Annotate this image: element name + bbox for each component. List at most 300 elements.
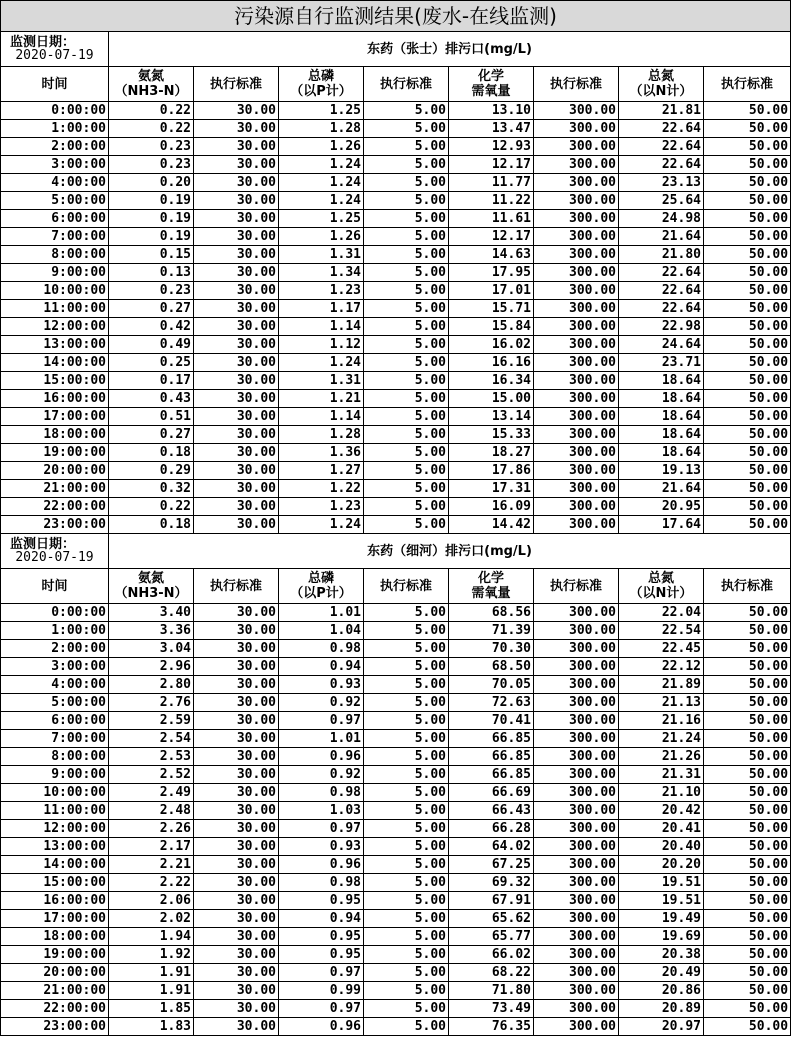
table-cell: 21:00:00 — [1, 982, 109, 1000]
table-cell: 2.21 — [109, 856, 194, 874]
table-cell: 0.97 — [279, 1000, 364, 1018]
table-cell: 0.29 — [109, 462, 194, 480]
table-cell: 8:00:00 — [1, 246, 109, 264]
table-cell: 300.00 — [534, 712, 619, 730]
table-cell: 50.00 — [704, 676, 791, 694]
table-cell: 18:00:00 — [1, 426, 109, 444]
table-cell: 30.00 — [194, 784, 279, 802]
column-header — [109, 67, 194, 102]
table-cell: 300.00 — [534, 730, 619, 748]
table-cell: 65.62 — [449, 910, 534, 928]
table-cell: 22:00:00 — [1, 498, 109, 516]
table-cell: 19.51 — [619, 892, 704, 910]
table-cell: 23:00:00 — [1, 516, 109, 534]
table-cell: 300.00 — [534, 156, 619, 174]
table-cell: 5.00 — [364, 192, 449, 210]
table-cell: 21.26 — [619, 748, 704, 766]
table-cell: 2.02 — [109, 910, 194, 928]
table-cell: 1:00:00 — [1, 622, 109, 640]
table-cell: 0.23 — [109, 138, 194, 156]
table-cell: 13.14 — [449, 408, 534, 426]
table-cell: 5.00 — [364, 694, 449, 712]
table-cell: 300.00 — [534, 784, 619, 802]
table-cell: 30.00 — [194, 874, 279, 892]
table-cell: 2.26 — [109, 820, 194, 838]
column-header — [279, 569, 364, 604]
table-cell: 50.00 — [704, 498, 791, 516]
table-cell: 0.94 — [279, 910, 364, 928]
table-cell: 5.00 — [364, 156, 449, 174]
table-cell: 68.50 — [449, 658, 534, 676]
table-cell: 30.00 — [194, 462, 279, 480]
table-cell: 22.12 — [619, 658, 704, 676]
table-cell: 50.00 — [704, 694, 791, 712]
table-cell: 30.00 — [194, 1000, 279, 1018]
table-cell: 0.94 — [279, 658, 364, 676]
table-cell: 50.00 — [704, 622, 791, 640]
table-cell: 0.42 — [109, 318, 194, 336]
table-cell: 300.00 — [534, 838, 619, 856]
table-cell: 50.00 — [704, 156, 791, 174]
column-header-text: 总磷 — [307, 571, 334, 586]
column-header-text: 化学 — [477, 69, 504, 84]
table-cell: 20.89 — [619, 1000, 704, 1018]
table-row — [1, 694, 791, 712]
table-row — [1, 174, 791, 192]
table-cell: 5.00 — [364, 658, 449, 676]
table-cell: 1.28 — [279, 120, 364, 138]
table-cell: 19.69 — [619, 928, 704, 946]
table-cell: 21.81 — [619, 102, 704, 120]
table-cell: 70.05 — [449, 676, 534, 694]
table-cell: 0.95 — [279, 892, 364, 910]
table-cell: 1:00:00 — [1, 120, 109, 138]
table-cell: 16.02 — [449, 336, 534, 354]
table-cell: 30.00 — [194, 730, 279, 748]
table-cell: 30.00 — [194, 282, 279, 300]
table-cell: 20.20 — [619, 856, 704, 874]
column-header-text: 时间 — [41, 76, 68, 92]
table-cell: 1.24 — [279, 156, 364, 174]
table-row — [1, 766, 791, 784]
table-cell: 300.00 — [534, 174, 619, 192]
table-cell: 70.41 — [449, 712, 534, 730]
table-cell: 300.00 — [534, 604, 619, 622]
monitoring-date-label: 监测日期： — [10, 35, 76, 50]
table-cell: 1.03 — [279, 802, 364, 820]
table-cell: 5.00 — [364, 372, 449, 390]
table-cell: 30.00 — [194, 622, 279, 640]
table-row — [1, 516, 791, 534]
table-cell: 19:00:00 — [1, 946, 109, 964]
table-cell: 5.00 — [364, 748, 449, 766]
table-cell: 71.39 — [449, 622, 534, 640]
table-cell: 1.28 — [279, 426, 364, 444]
table-cell: 300.00 — [534, 408, 619, 426]
table-cell: 3.40 — [109, 604, 194, 622]
table-cell: 1.01 — [279, 604, 364, 622]
table-cell: 11:00:00 — [1, 300, 109, 318]
table-cell: 17.95 — [449, 264, 534, 282]
table-cell: 20.86 — [619, 982, 704, 1000]
table-cell: 4:00:00 — [1, 174, 109, 192]
table-row — [1, 372, 791, 390]
table-cell: 50.00 — [704, 712, 791, 730]
table-cell: 20.38 — [619, 946, 704, 964]
table-row — [1, 982, 791, 1000]
column-header-text: 化学 — [477, 571, 504, 586]
table-cell: 6:00:00 — [1, 210, 109, 228]
table-cell: 18.64 — [619, 372, 704, 390]
table-cell: 5.00 — [364, 516, 449, 534]
table-cell: 1.24 — [279, 516, 364, 534]
table-cell: 5.00 — [364, 228, 449, 246]
table-cell: 21.64 — [619, 228, 704, 246]
table-cell: 300.00 — [534, 444, 619, 462]
table-cell: 1.26 — [279, 228, 364, 246]
column-header-text: 执行标准 — [549, 76, 602, 92]
table-cell: 300.00 — [534, 138, 619, 156]
table-cell: 0.98 — [279, 640, 364, 658]
table-cell: 24.98 — [619, 210, 704, 228]
table-cell: 50.00 — [704, 856, 791, 874]
table-cell: 50.00 — [704, 318, 791, 336]
table-cell: 4:00:00 — [1, 676, 109, 694]
table-cell: 50.00 — [704, 1000, 791, 1018]
column-header — [364, 569, 449, 604]
table-cell: 2:00:00 — [1, 138, 109, 156]
column-header-text: 执行标准 — [209, 578, 262, 594]
table-row — [1, 498, 791, 516]
table-row — [1, 964, 791, 982]
table-cell: 5.00 — [364, 300, 449, 318]
table-cell: 50.00 — [704, 462, 791, 480]
column-header-text: （以P计） — [290, 586, 352, 601]
table-cell: 30.00 — [194, 838, 279, 856]
table-cell: 50.00 — [704, 874, 791, 892]
table-cell: 14:00:00 — [1, 856, 109, 874]
table-cell: 9:00:00 — [1, 264, 109, 282]
table-cell: 5.00 — [364, 820, 449, 838]
table-row — [1, 640, 791, 658]
table-cell: 0.93 — [279, 838, 364, 856]
table-cell: 23.13 — [619, 174, 704, 192]
table-cell: 11:00:00 — [1, 802, 109, 820]
table-cell: 2.06 — [109, 892, 194, 910]
table-cell: 20:00:00 — [1, 462, 109, 480]
column-header — [279, 67, 364, 102]
table-cell: 300.00 — [534, 910, 619, 928]
column-header-text: 氨氮 — [137, 571, 164, 586]
table-cell: 13:00:00 — [1, 336, 109, 354]
table-cell: 0.43 — [109, 390, 194, 408]
column-header-row — [1, 569, 791, 604]
table-cell: 21.64 — [619, 480, 704, 498]
table-cell: 5.00 — [364, 390, 449, 408]
table-row — [1, 264, 791, 282]
table-cell: 5.00 — [364, 246, 449, 264]
table-cell: 50.00 — [704, 372, 791, 390]
column-header-text: 执行标准 — [549, 578, 602, 594]
table-cell: 30.00 — [194, 480, 279, 498]
table-cell: 5.00 — [364, 874, 449, 892]
table-cell: 66.85 — [449, 766, 534, 784]
table-cell: 1.17 — [279, 300, 364, 318]
table-cell: 30.00 — [194, 336, 279, 354]
table-cell: 5.00 — [364, 120, 449, 138]
column-header — [534, 569, 619, 604]
table-cell: 22.98 — [619, 318, 704, 336]
table-cell: 5.00 — [364, 712, 449, 730]
column-header — [109, 569, 194, 604]
table-row — [1, 784, 791, 802]
table-cell: 67.25 — [449, 856, 534, 874]
table-cell: 2.53 — [109, 748, 194, 766]
table-cell: 22.64 — [619, 282, 704, 300]
table-cell: 0.19 — [109, 228, 194, 246]
table-cell: 67.91 — [449, 892, 534, 910]
table-cell: 12.93 — [449, 138, 534, 156]
table-cell: 50.00 — [704, 910, 791, 928]
table-cell: 5.00 — [364, 730, 449, 748]
table-cell: 16.09 — [449, 498, 534, 516]
table-row — [1, 318, 791, 336]
table-cell: 5.00 — [364, 1018, 449, 1036]
table-cell: 15.71 — [449, 300, 534, 318]
monitoring-date-cell — [1, 534, 109, 569]
table-cell: 1.25 — [279, 210, 364, 228]
table-cell: 71.80 — [449, 982, 534, 1000]
table-cell: 30.00 — [194, 694, 279, 712]
table-row — [1, 246, 791, 264]
table-row — [1, 282, 791, 300]
column-header — [1, 67, 109, 102]
table-cell: 11.77 — [449, 174, 534, 192]
table-cell: 300.00 — [534, 228, 619, 246]
table-cell: 300.00 — [534, 928, 619, 946]
table-cell: 17.64 — [619, 516, 704, 534]
table-cell: 16.16 — [449, 354, 534, 372]
column-header-text: 总磷 — [307, 69, 334, 84]
table-cell: 50.00 — [704, 336, 791, 354]
section-info-row — [1, 32, 791, 67]
table-cell: 30.00 — [194, 748, 279, 766]
column-header-text: （以N计） — [629, 586, 693, 601]
table-cell: 0.97 — [279, 712, 364, 730]
table-cell: 30.00 — [194, 318, 279, 336]
table-cell: 50.00 — [704, 354, 791, 372]
table-cell: 70.30 — [449, 640, 534, 658]
table-cell: 10:00:00 — [1, 282, 109, 300]
column-header-row — [1, 67, 791, 102]
table-cell: 30.00 — [194, 300, 279, 318]
table-cell: 0.98 — [279, 784, 364, 802]
table-cell: 66.69 — [449, 784, 534, 802]
column-header — [619, 67, 704, 102]
table-cell: 50.00 — [704, 516, 791, 534]
table-cell: 11.22 — [449, 192, 534, 210]
table-cell: 0.97 — [279, 964, 364, 982]
column-header — [704, 67, 791, 102]
table-cell: 0.17 — [109, 372, 194, 390]
table-cell: 73.49 — [449, 1000, 534, 1018]
table-cell: 23:00:00 — [1, 1018, 109, 1036]
column-header-text: （NH3-N） — [114, 84, 188, 99]
table-cell: 69.32 — [449, 874, 534, 892]
table-cell: 0.97 — [279, 820, 364, 838]
table-cell: 300.00 — [534, 1000, 619, 1018]
table-cell: 30.00 — [194, 658, 279, 676]
table-row — [1, 604, 791, 622]
table-cell: 19.51 — [619, 874, 704, 892]
table-cell: 21.31 — [619, 766, 704, 784]
table-cell: 68.56 — [449, 604, 534, 622]
table-cell: 18.64 — [619, 390, 704, 408]
table-cell: 20.97 — [619, 1018, 704, 1036]
table-cell: 50.00 — [704, 640, 791, 658]
table-cell: 0.92 — [279, 694, 364, 712]
table-cell: 0.13 — [109, 264, 194, 282]
table-cell: 50.00 — [704, 748, 791, 766]
table-cell: 50.00 — [704, 228, 791, 246]
table-cell: 21:00:00 — [1, 480, 109, 498]
table-cell: 300.00 — [534, 390, 619, 408]
column-header — [619, 569, 704, 604]
table-cell: 5.00 — [364, 498, 449, 516]
table-cell: 22.45 — [619, 640, 704, 658]
table-cell: 1.22 — [279, 480, 364, 498]
table-cell: 18:00:00 — [1, 928, 109, 946]
table-cell: 1.94 — [109, 928, 194, 946]
table-cell: 30.00 — [194, 426, 279, 444]
table-cell: 300.00 — [534, 694, 619, 712]
table-cell: 21.16 — [619, 712, 704, 730]
table-cell: 22.64 — [619, 264, 704, 282]
outlet-name: 东药（细河）排污口(mg/L) — [109, 534, 791, 569]
column-header — [194, 569, 279, 604]
table-cell: 0.23 — [109, 282, 194, 300]
table-cell: 64.02 — [449, 838, 534, 856]
table-cell: 1.01 — [279, 730, 364, 748]
table-cell: 300.00 — [534, 120, 619, 138]
column-header-text: 需氧量 — [471, 84, 511, 99]
table-cell: 50.00 — [704, 264, 791, 282]
monitoring-date-label: 监测日期： — [10, 537, 76, 552]
table-cell: 14.42 — [449, 516, 534, 534]
table-cell: 50.00 — [704, 604, 791, 622]
table-cell: 300.00 — [534, 102, 619, 120]
table-cell: 5.00 — [364, 766, 449, 784]
table-cell: 0.96 — [279, 748, 364, 766]
table-cell: 1.24 — [279, 354, 364, 372]
table-cell: 5.00 — [364, 480, 449, 498]
table-cell: 300.00 — [534, 946, 619, 964]
outlet-name: 东药（张士）排污口(mg/L) — [109, 32, 791, 67]
table-cell: 50.00 — [704, 784, 791, 802]
table-cell: 14.63 — [449, 246, 534, 264]
table-cell: 0.93 — [279, 676, 364, 694]
table-cell: 1.83 — [109, 1018, 194, 1036]
table-cell: 5.00 — [364, 964, 449, 982]
table-cell: 5.00 — [364, 802, 449, 820]
table-cell: 30.00 — [194, 408, 279, 426]
table-cell: 66.85 — [449, 730, 534, 748]
table-cell: 1.04 — [279, 622, 364, 640]
table-cell: 30.00 — [194, 910, 279, 928]
table-cell: 50.00 — [704, 120, 791, 138]
table-cell: 5.00 — [364, 838, 449, 856]
table-cell: 18.64 — [619, 444, 704, 462]
table-cell: 0:00:00 — [1, 604, 109, 622]
table-cell: 300.00 — [534, 964, 619, 982]
table-cell: 300.00 — [534, 516, 619, 534]
table-row — [1, 120, 791, 138]
table-cell: 1.21 — [279, 390, 364, 408]
table-cell: 50.00 — [704, 838, 791, 856]
table-cell: 50.00 — [704, 426, 791, 444]
table-cell: 50.00 — [704, 928, 791, 946]
table-cell: 5.00 — [364, 946, 449, 964]
table-cell: 300.00 — [534, 336, 619, 354]
table-cell: 1.26 — [279, 138, 364, 156]
table-cell: 300.00 — [534, 480, 619, 498]
table-cell: 50.00 — [704, 300, 791, 318]
table-cell: 16:00:00 — [1, 390, 109, 408]
table-cell: 50.00 — [704, 246, 791, 264]
table-cell: 5.00 — [364, 138, 449, 156]
column-header — [534, 67, 619, 102]
table-cell: 0.95 — [279, 928, 364, 946]
table-cell: 0:00:00 — [1, 102, 109, 120]
table-cell: 21.13 — [619, 694, 704, 712]
table-cell: 50.00 — [704, 282, 791, 300]
table-cell: 5.00 — [364, 102, 449, 120]
table-cell: 1.36 — [279, 444, 364, 462]
table-cell: 30.00 — [194, 516, 279, 534]
table-row — [1, 892, 791, 910]
table-cell: 300.00 — [534, 282, 619, 300]
table-cell: 15.00 — [449, 390, 534, 408]
table-row — [1, 712, 791, 730]
table-cell: 5.00 — [364, 676, 449, 694]
table-cell: 5.00 — [364, 354, 449, 372]
column-header-text: 总氮 — [647, 69, 674, 84]
table-cell: 0.25 — [109, 354, 194, 372]
table-row — [1, 336, 791, 354]
table-cell: 19.49 — [619, 910, 704, 928]
table-cell: 20.41 — [619, 820, 704, 838]
table-cell: 5.00 — [364, 982, 449, 1000]
table-cell: 0.96 — [279, 856, 364, 874]
table-cell: 0.23 — [109, 156, 194, 174]
table-cell: 1.92 — [109, 946, 194, 964]
table-cell: 50.00 — [704, 408, 791, 426]
table-cell: 0.96 — [279, 1018, 364, 1036]
table-cell: 21.80 — [619, 246, 704, 264]
table-cell: 50.00 — [704, 174, 791, 192]
table-cell: 0.98 — [279, 874, 364, 892]
table-cell: 300.00 — [534, 246, 619, 264]
table-cell: 19:00:00 — [1, 444, 109, 462]
table-cell: 50.00 — [704, 480, 791, 498]
table-cell: 17.86 — [449, 462, 534, 480]
column-header — [364, 67, 449, 102]
table-cell: 25.64 — [619, 192, 704, 210]
table-cell: 0.22 — [109, 498, 194, 516]
table-cell: 30.00 — [194, 138, 279, 156]
table-cell: 0.18 — [109, 444, 194, 462]
table-cell: 30.00 — [194, 228, 279, 246]
